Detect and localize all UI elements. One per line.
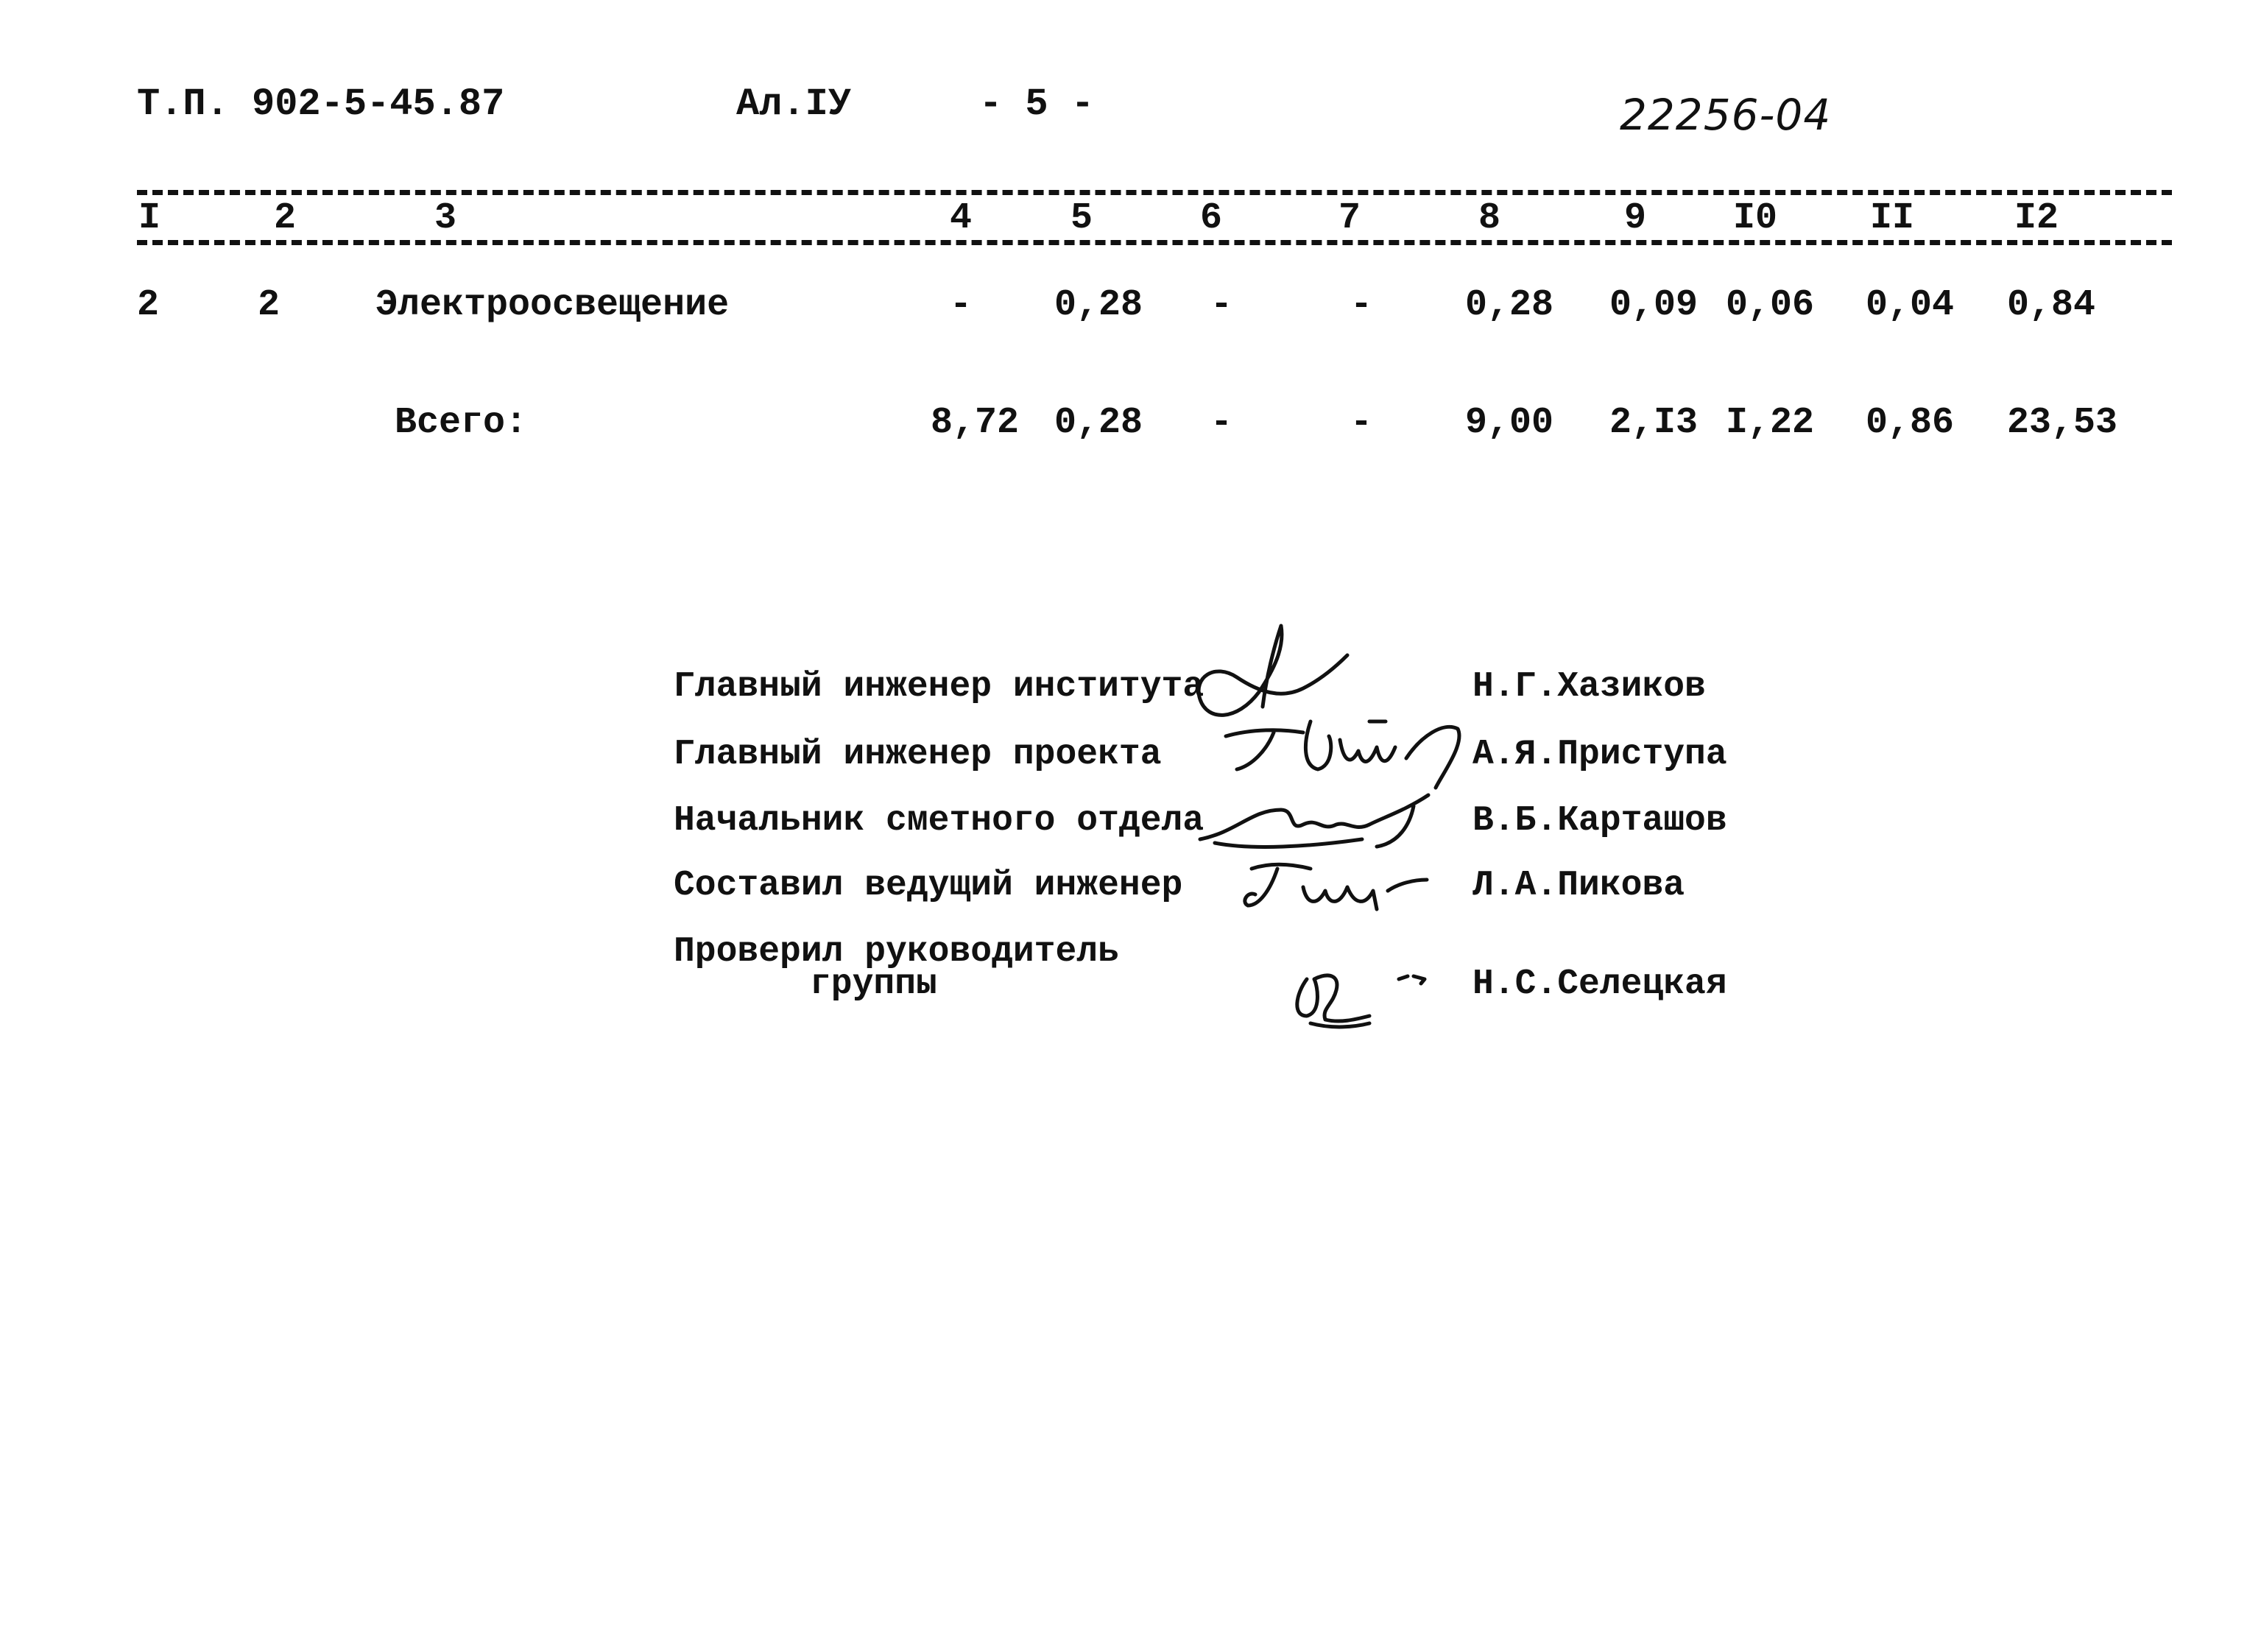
table-cell: -: [950, 284, 973, 326]
signature-role: Проверил руководитель: [674, 932, 1119, 972]
table-cell: 0,28: [1465, 284, 1554, 326]
page-number: - 5 -: [979, 82, 1095, 126]
table-cell: 0,06: [1726, 284, 1815, 326]
table-cell: 0,84: [2007, 284, 2096, 326]
table-cell: 0,09: [1609, 284, 1699, 326]
album-number: Ал.IУ: [736, 82, 852, 126]
signature-pikova: [1237, 854, 1428, 924]
total-cell: 2,I3: [1609, 402, 1699, 444]
column-number: I2: [2014, 197, 2059, 239]
table-cell: -: [1350, 284, 1373, 326]
signatory-name: Л.А.Пикова: [1472, 866, 1685, 906]
total-cell: 0,86: [1866, 402, 1955, 444]
total-cell: 23,53: [2007, 402, 2118, 444]
signatory-name: В.Б.Карташов: [1472, 801, 1727, 841]
signature-role: Составил ведущий инженер: [674, 866, 1183, 906]
total-cell: I,22: [1726, 402, 1815, 444]
signature-role: Начальник сметного отдела: [674, 801, 1204, 841]
signatory-name: Н.Г.Хазиков: [1472, 667, 1706, 707]
table-cell: -: [1210, 284, 1233, 326]
column-number: 2: [274, 197, 297, 239]
signature-role: группы: [810, 964, 937, 1004]
column-number: 7: [1338, 197, 1361, 239]
signatory-name: А.Я.Приступа: [1472, 735, 1727, 774]
column-number: 5: [1070, 197, 1093, 239]
table-header-rule: [137, 240, 2172, 245]
total-cell: -: [1210, 402, 1233, 444]
column-number: 9: [1624, 197, 1647, 239]
column-number: 4: [950, 197, 973, 239]
column-number: I0: [1733, 197, 1778, 239]
total-label: Всего:: [395, 402, 528, 444]
total-cell: 9,00: [1465, 402, 1554, 444]
signatory-name: Н.С.Селецкая: [1472, 964, 1727, 1004]
signature-role: Главный инженер проекта: [674, 735, 1162, 774]
total-cell: 8,72: [931, 402, 1020, 444]
table-cell: 2: [137, 284, 160, 326]
document-code: Т.П. 902-5-45.87: [137, 82, 505, 126]
total-cell: -: [1350, 402, 1373, 444]
table-cell: 0,04: [1866, 284, 1955, 326]
signature-kartashov: [1193, 780, 1443, 865]
signature-seletskaya: [1288, 950, 1450, 1034]
table-cell: 0,28: [1054, 284, 1143, 326]
archive-number: 22256-04: [1620, 90, 1832, 140]
column-number: 3: [434, 197, 457, 239]
column-number: 8: [1478, 197, 1501, 239]
total-cell: 0,28: [1054, 402, 1143, 444]
column-number: I: [138, 197, 161, 239]
table-cell: Электроосвещение: [375, 284, 730, 326]
column-number: 6: [1200, 197, 1223, 239]
column-number: II: [1870, 197, 1915, 239]
signature-role: Главный инженер института: [674, 667, 1204, 707]
table-top-rule: [137, 190, 2172, 195]
table-cell: 2: [258, 284, 281, 326]
